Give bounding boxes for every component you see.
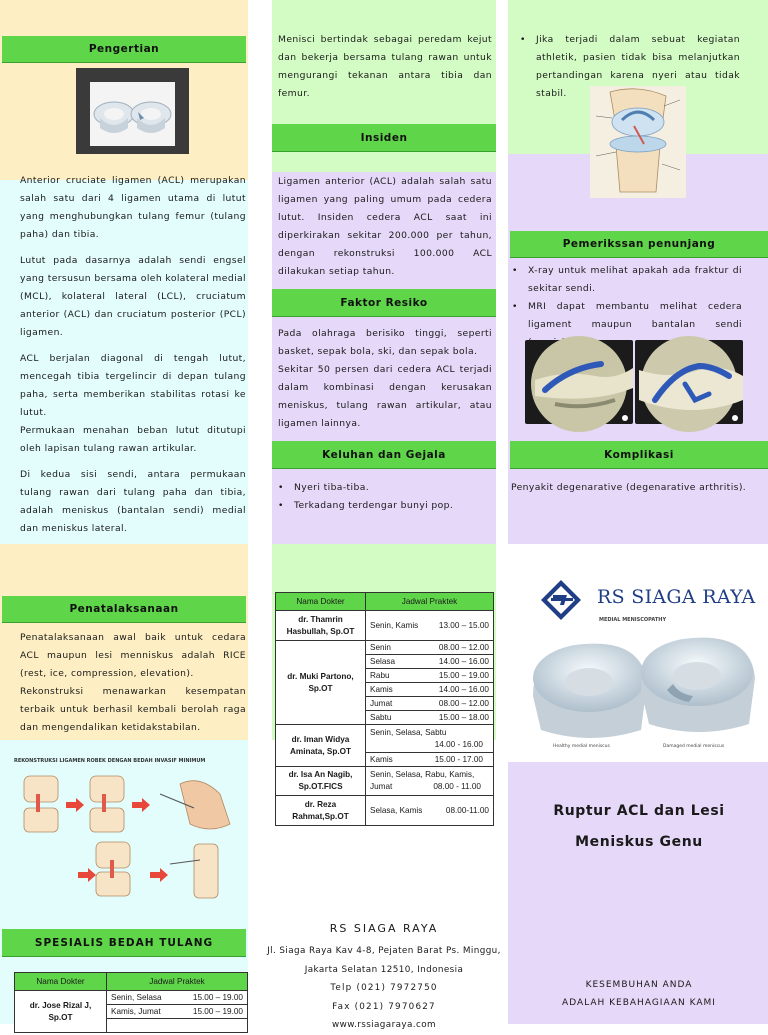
doctor-name: dr. Isa An Nagib, Sp.OT.FICS xyxy=(276,767,366,796)
cover-image-label: MEDIAL MENISCOPATHY xyxy=(599,617,667,623)
menisci-text: Menisci bertindak sebagai peredam kejut dan bekerja bersama tulang rawan untuk mengurangi tekanan antara tibia dan femur. xyxy=(278,34,492,99)
table-row: dr. Iman Widya Aminata, Sp.OT Senin, Selasa, Sabtu 14.00 - 16.00 xyxy=(276,725,494,753)
faktor-resiko-text: Pada olahraga berisiko tinggi, seperti basket, sepak bola, ski, dan sepak bola. Sekitar 50 persen dari cedera ACL terjadi dalam kombinasi dengan kerusakan meniskus, tulang rawan artikular, atau ligamen lainnya. xyxy=(278,328,492,429)
pemeriksaan-list xyxy=(510,262,742,352)
list-item: • Nyeri tiba-tiba. xyxy=(276,479,490,497)
table-header-schedule: Jadwal Praktek xyxy=(107,973,248,991)
penatalaksanaan-header: Penatalaksanaan xyxy=(2,596,246,623)
pengertian-text: Anterior cruciate ligamen (ACL) merupakan salah satu dari 4 ligamen utama di lutut yang menghubungkan tulang femur (tulang paha) dan tibia. Lutut pada dasarnya adalah sendi engsel yang tersusun bersama oleh kolateral medial (MCL), kolateral lateral (LCL), cruciatum anterior (ACL) dan cruciatum posterior (PCL) ligamen. ACL berjalan diagonal di tengah lutut, mencegah tibia tergelincir di depan tulang paha, serta memberikan stabilitas rotasi ke lutut. Permukaan menahan beban lutut ditutupi oleh lapisan tulang rawan artikular. Di kedua sisi sendi, antara permukaan tulang rawan dari tulang paha dan tibia, adalah meniskus (bantalan sendi) medial dan meniskus lateral. xyxy=(20,175,246,534)
doctor-name: dr. Iman Widya Aminata, Sp.OT xyxy=(276,725,366,767)
insiden-text: Ligamen anterior (ACL) adalah salah satu ligamen yang paling umum pada cedera lutut. Insiden cedera ACL saat ini diperkirakan sekitar 200.000 per tahun, dengan rekonstruksi 100.000 ACL dilakukan setiap tahun. xyxy=(278,176,492,277)
list-item: • MRI dapat membantu melihat cedera ligament maupun bantalan sendi xyxy=(510,298,742,352)
komplikasi-header: Komplikasi xyxy=(510,441,768,469)
penatalaksanaan-text: Penatalaksanaan awal baik untuk cedara ACL maupun lesi menniskus adalah RICE (rest, ice, compression, elevation). Rekonstruksi menawarkan kesempatan terbaik untuk berhasil kembali berolah raga dan mengendalikan ketidakstabilan. xyxy=(20,632,246,733)
spesialis-header: SPESIALIS BEDAH TULANG xyxy=(2,929,246,957)
doctor-name: dr. Thamrin Hasbullah, Sp.OT xyxy=(276,611,366,641)
list-item: • Terkadang terdengar bunyi pop. xyxy=(276,497,490,515)
doctor-name: dr. Reza Rahmat,Sp.OT xyxy=(276,796,366,826)
cover-panel xyxy=(509,574,768,762)
list-item: • X-ray untuk melihat apakah ada fraktur di sekitar sendi. xyxy=(510,262,742,298)
hospital-name: RS SIAGA RAYA xyxy=(329,922,439,935)
komplikasi-text: Penyakit degenarative (degenarative arthritis). xyxy=(511,482,747,493)
doctor-name: dr. Jose Rizal J, Sp.OT xyxy=(15,991,107,1033)
brochure-title: Ruptur ACL dan Lesi Meniskus Genu xyxy=(553,803,725,850)
meniscus-cover-illustration xyxy=(523,626,759,756)
hospital-logo-text: RS SIAGA RAYA xyxy=(597,586,756,608)
table-row: dr. Isa An Nagib, Sp.OT.FICS Senin, Selasa, Rabu, Kamis, Jumat 08.00 - 11.00 xyxy=(276,767,494,796)
table-row: dr. Muki Partono, Sp.OT Senin 08.00 – 12.00 xyxy=(276,641,494,655)
list-item: • Jika terjadi dalam sebuat kegiatan athletik, pasien tidak bisa melanjutkan pertandingan karena nyeri atau tidak stabil. xyxy=(518,31,740,103)
arthroscopy-photo-left xyxy=(525,340,633,424)
middle-schedule-table: Nama Dokter Jadwal Praktek dr. Thamrin Hasbullah, Sp.OT Senin, Kamis 13.00 – 15.00 dr. Muki Partono, Sp.OT Senin 08.00 – 12.00 Selasa 14.00 – 16.00 Rabu 15.00 – 19.00 Kamis 14.00 – 16.00 Jumat 08.00 – 12.00 Sabtu 15.00 – 18.00 dr. Iman Widya Aminata, Sp.OT Senin, Selasa, Sabtu 14.00 - 16.00 Kamis 15.00 - 17.00 dr. Isa An Nagib, Sp.OT.FICS Senin, Selasa, Rabu, Kamis, Jumat 08.00 - 11.00 dr. Reza Rahmat,Sp.OT Selasa, Kamis 08.00-11.00 xyxy=(275,592,494,826)
table-row: Kamis, Jumat 15.00 – 19.00 xyxy=(15,1005,248,1019)
knee-anatomy-illustration xyxy=(590,86,686,198)
tagline: KESEMBUHAN ANDA ADALAH KEBAHAGIAAN KAMI xyxy=(562,980,716,1008)
table-header-schedule: Jadwal Praktek xyxy=(366,593,494,611)
table-row: dr. Jose Rizal J, Sp.OT Senin, Selasa 15.00 – 19.00 xyxy=(15,991,248,1005)
reconstruction-illustration xyxy=(10,758,246,908)
cover-caption-right: Damaged medial meniscus xyxy=(663,744,725,749)
table-header-doctor: Nama Dokter xyxy=(276,593,366,611)
pengertian-header: Pengertian xyxy=(2,36,246,63)
cover-caption-left: Healthy medial meniscus xyxy=(553,744,610,749)
hospital-logo-icon xyxy=(539,578,583,622)
keluhan-list xyxy=(276,479,490,515)
faktor-resiko-header: Faktor Resiko xyxy=(272,289,496,317)
table-row: dr. Thamrin Hasbullah, Sp.OT Senin, Kamis 13.00 – 15.00 xyxy=(276,611,494,641)
keluhan-header: Keluhan dan Gejala xyxy=(272,441,496,469)
website-link[interactable]: www.rssiagaraya.com xyxy=(332,1020,436,1030)
table-row: dr. Reza Rahmat,Sp.OT Selasa, Kamis 08.00-11.00 xyxy=(276,796,494,826)
insiden-header: Insiden xyxy=(272,124,496,152)
doctor-name: dr. Muki Partono, Sp.OT xyxy=(276,641,366,725)
reconstruction-caption: REKONSTRUKSI LIGAMEN ROBEK DENGAN BEDAH INVASIF MINIMUM xyxy=(14,758,206,764)
hospital-address: Jl. Siaga Raya Kav 4-8, Pejaten Barat Ps. Minggu, Jakarta Selatan 12510, Indonesia Telp (021) 7972750 Fax (021) 7970627 www.rssiagaraya.com xyxy=(262,942,506,1035)
meniscus-illustration xyxy=(76,68,189,154)
arthroscopy-photo-right xyxy=(635,340,743,424)
pemeriksaan-header: Pemerikssan penunjang xyxy=(510,231,768,258)
left-schedule-table xyxy=(14,972,248,1033)
table-header-doctor: Nama Dokter xyxy=(15,973,107,991)
